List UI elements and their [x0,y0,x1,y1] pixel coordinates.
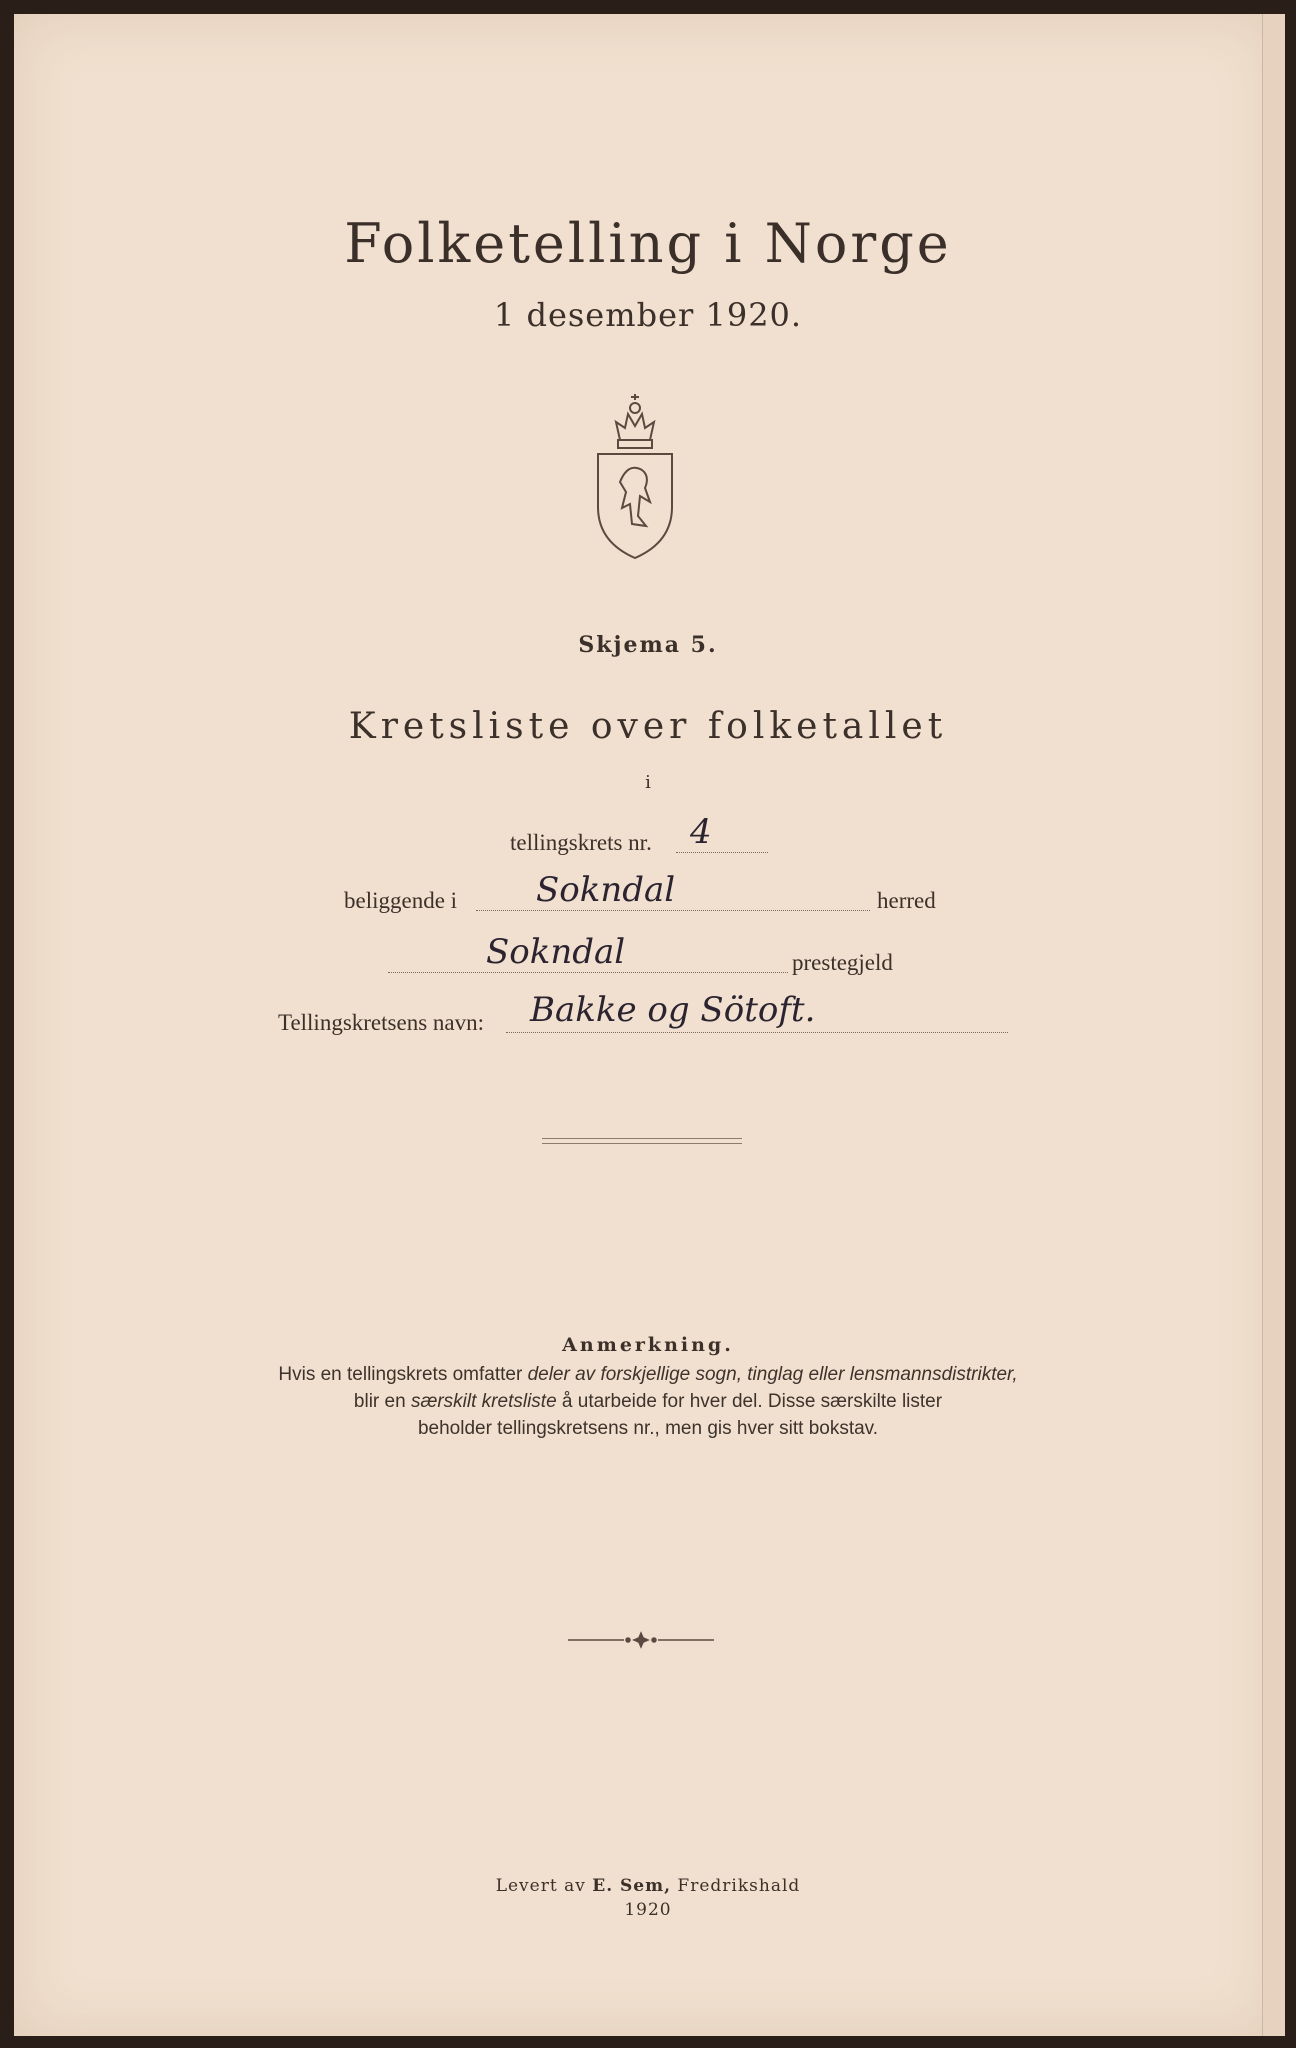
heading-connector: i [645,772,651,793]
note-line-1-emphasis: deler av forskjellige sogn, tinglag eller lensmannsdistrikter, [527,1364,1018,1385]
herred-value[interactable]: Sokndal [536,870,676,910]
note-line-1 [0,1364,1296,1386]
beliggende-label: beliggende i [344,888,458,913]
prestegjeld-value[interactable]: Sokndal [486,932,626,972]
document-title: Folketelling i Norge [344,212,952,275]
note-line-1-text: Hvis en tellingskrets omfatter [278,1364,528,1385]
navn-label: Tellingskretsens navn: [278,1010,484,1035]
tellingskrets-line [676,852,768,853]
navn-value[interactable]: Bakke og Sötoft. [530,990,816,1030]
prestegjeld-label: prestegjeld [792,950,893,975]
prestegjeld-line [388,972,788,973]
herred-label: herred [877,888,936,913]
note-line-2-text-b: å utarbeide for hver del. Disse særskilte lister [556,1391,943,1412]
printer-year: 1920 [624,1900,672,1920]
note-line-3: beholder tellingskretsens nr., men gis hver sitt bokstav. [417,1418,879,1439]
herred-line [476,910,870,911]
tellingskrets-label: tellingskrets nr. [510,830,652,855]
form-heading: Kretsliste over folketallet [348,706,948,747]
note-line-2 [0,1391,1296,1413]
printer-credit-place: Fredrikshald [671,1876,801,1896]
printer-credit-prefix: Levert av [495,1876,593,1896]
tellingskrets-value[interactable]: 4 [690,812,712,852]
note-line-2-emphasis: særskilt kretsliste [410,1391,557,1412]
printer-name: E. Sem, [592,1876,672,1896]
divider-rule-top [542,1138,742,1139]
printer-credit [0,1876,1296,1896]
note-heading: Anmerkning. [562,1334,734,1356]
ornament-divider-icon [566,1630,716,1650]
divider-rule-bottom [542,1143,742,1144]
note-line-2-text-a: blir en [353,1391,411,1412]
schema-number: Skjema 5. [578,632,718,658]
census-date: 1 desember 1920. [493,296,803,334]
navn-line [506,1032,1008,1033]
norwegian-coat-of-arms-icon [590,392,680,562]
